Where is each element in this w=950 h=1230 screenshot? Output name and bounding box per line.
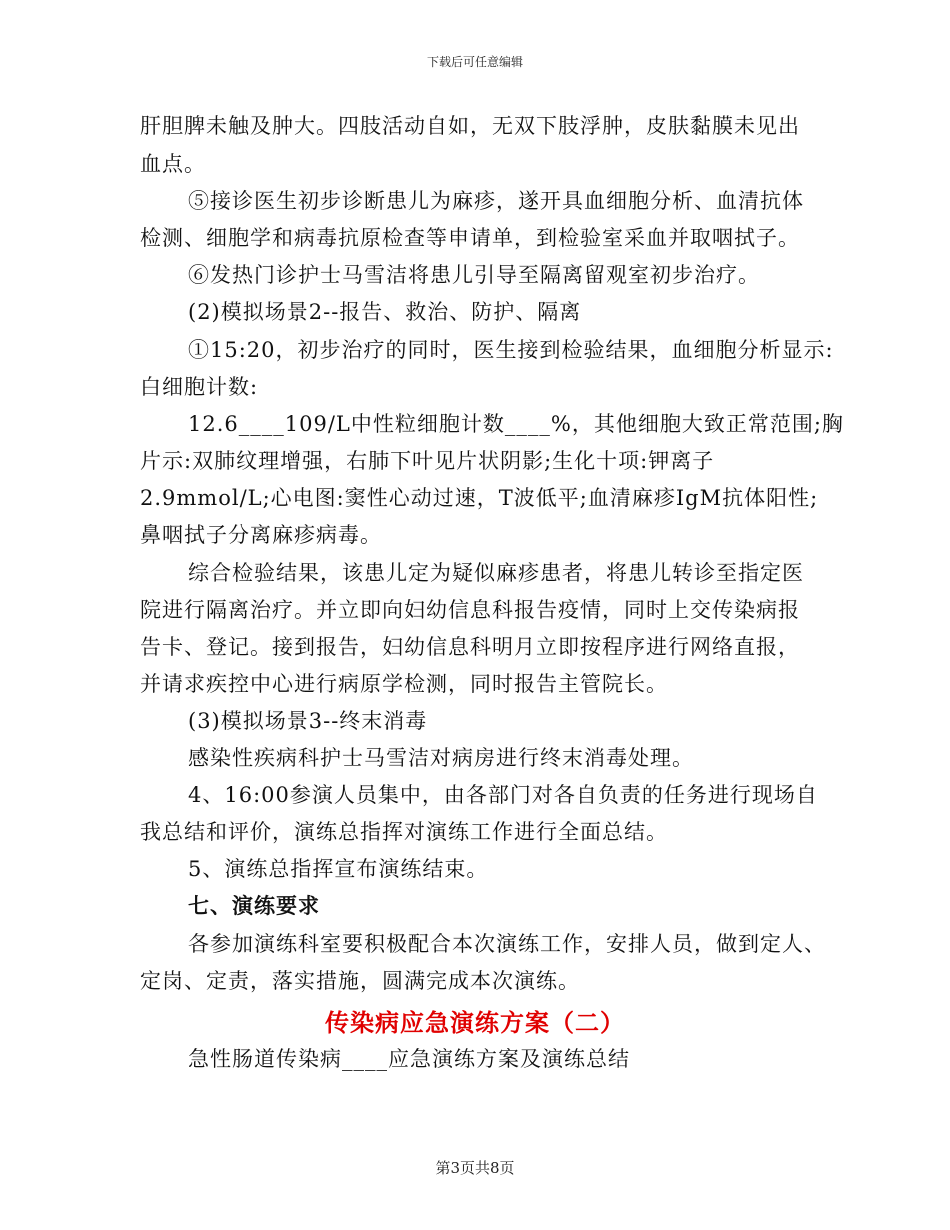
body-line-20: 我总结和评价，演练总指挥对演练工作进行全面总结。	[140, 820, 668, 844]
body-line-10: 片示:双肺纹理增强，右肺下叶见片状阴影;生化十项:钾离子	[140, 449, 715, 473]
body-line-15: 告卡、登记。接到报告，妇幼信息科明月立即按程序进行网络直报，	[140, 635, 800, 659]
body-line-8: 白细胞计数:	[140, 375, 259, 399]
body-line-13: 综合检验结果，该患儿定为疑似麻疹患者，将患儿转诊至指定医	[188, 561, 804, 585]
scene-2-heading: (2)模拟场景2--报告、救治、防护、隔离	[188, 300, 582, 324]
scene-3-heading: (3)模拟场景3--终末消毒	[188, 709, 428, 733]
body-line-12: 鼻咽拭子分离麻疹病毒。	[140, 523, 382, 547]
body-line-3: ⑤接诊医生初步诊断患儿为麻疹，遂开具血细胞分析、血清抗体	[188, 189, 804, 213]
body-line-7: ①15:20，初步治疗的同时，医生接到检验结果，血细胞分析显示:	[188, 338, 834, 362]
body-line-11: 2.9mmol/L;心电图:窦性心动过速，T波低平;血清麻疹IgM抗体阳性;	[140, 486, 819, 510]
body-line-18: 感染性疾病科护士马雪洁对病房进行终末消毒处理。	[188, 746, 694, 770]
header-note: 下载后可任意编辑	[426, 55, 523, 69]
body-line-25: 急性肠道传染病____应急演练方案及演练总结	[188, 1047, 630, 1071]
body-line-21: 5、演练总指挥宣布演练结束。	[188, 857, 489, 881]
body-line-19: 4、16:00参演人员集中，由各部门对各自负责的任务进行现场自	[188, 783, 818, 807]
body-line-14: 院进行隔离治疗。并立即向妇幼信息科报告疫情，同时上交传染病报	[140, 598, 800, 622]
body-line-2: 血点。	[140, 152, 206, 176]
body-line-5: ⑥发热门诊护士马雪洁将患儿引导至隔离留观室初步治疗。	[188, 263, 760, 287]
body-line-24: 定岗、定责，落实措施，圆满完成本次演练。	[140, 969, 580, 993]
section-title: 传染病应急演练方案（二）	[325, 1008, 625, 1037]
body-line-4: 检测、细胞学和病毒抗原检查等申请单，到检验室采血并取咽拭子。	[140, 226, 800, 250]
page-number: 第3页共8页	[435, 1159, 515, 1177]
body-line-16: 并请求疾控中心进行病原学检测，同时报告主管院长。	[140, 672, 668, 696]
body-line-23: 各参加演练科室要积极配合本次演练工作，安排人员，做到定人、	[188, 932, 826, 956]
body-line-9: 12.6____109/L中性粒细胞计数____%，其他细胞大致正常范围;胸	[188, 412, 844, 436]
body-line-1: 肝胆脾未触及肿大。四肢活动自如，无双下肢浮肿，皮肤黏膜未见出	[140, 114, 800, 138]
section-heading-requirements: 七、演练要求	[188, 893, 320, 918]
